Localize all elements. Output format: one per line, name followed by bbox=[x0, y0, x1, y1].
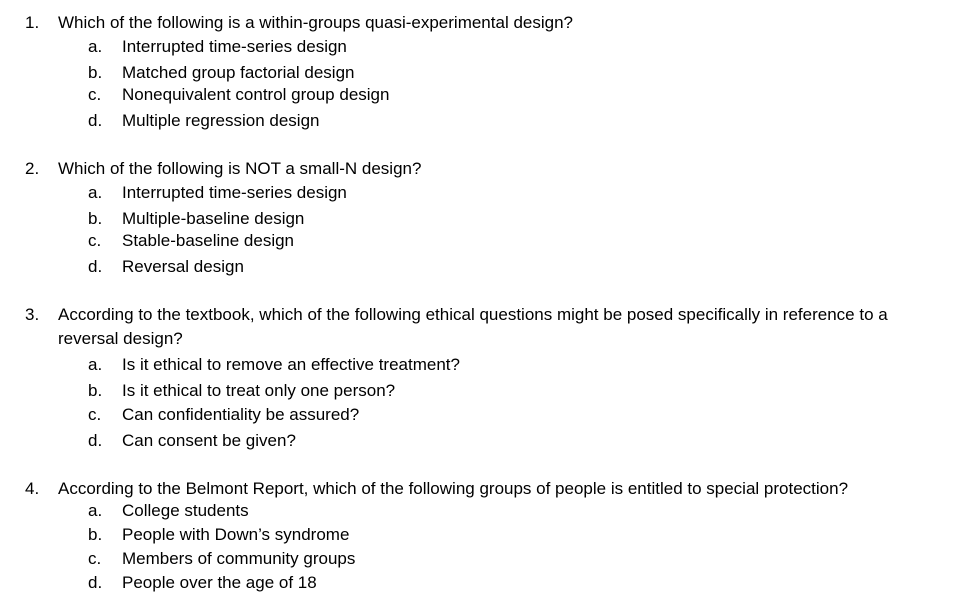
option-text: Can confidentiality be assured? bbox=[122, 405, 360, 424]
option-text: Is it ethical to treat only one person? bbox=[122, 381, 396, 400]
question-text: According to the Belmont Report, which of the following groups of people is entitled to special protection? bbox=[58, 479, 849, 498]
question-number: 1. bbox=[25, 13, 40, 32]
option-letter: b. bbox=[88, 381, 103, 400]
option-letter: d. bbox=[88, 573, 103, 592]
question-text-line-2: reversal design? bbox=[58, 329, 183, 348]
option-text: Multiple regression design bbox=[122, 111, 320, 130]
option-letter: a. bbox=[88, 501, 103, 520]
option-text: Is it ethical to remove an effective treatment? bbox=[122, 355, 460, 374]
option-letter: b. bbox=[88, 63, 103, 82]
option-text: Nonequivalent control group design bbox=[122, 85, 390, 104]
option-text: People with Down’s syndrome bbox=[122, 525, 350, 544]
option-letter: c. bbox=[88, 405, 102, 424]
question-number: 4. bbox=[25, 479, 40, 498]
question-number: 3. bbox=[25, 305, 40, 324]
option-text: Multiple-baseline design bbox=[122, 209, 305, 228]
option-letter: c. bbox=[88, 85, 102, 104]
option-text: Reversal design bbox=[122, 257, 244, 276]
question-text: Which of the following is NOT a small-N design? bbox=[58, 159, 422, 178]
option-text: Interrupted time-series design bbox=[122, 183, 347, 202]
option-letter: a. bbox=[88, 355, 103, 374]
question-text: Which of the following is a within-groups quasi-experimental design? bbox=[58, 13, 573, 32]
option-text: Can consent be given? bbox=[122, 431, 296, 450]
option-letter: d. bbox=[88, 111, 103, 130]
option-letter: a. bbox=[88, 183, 103, 202]
option-letter: c. bbox=[88, 549, 102, 568]
option-letter: a. bbox=[88, 37, 103, 56]
option-letter: b. bbox=[88, 525, 103, 544]
question-number: 2. bbox=[25, 159, 40, 178]
option-text: Interrupted time-series design bbox=[122, 37, 347, 56]
option-text: Members of community groups bbox=[122, 549, 356, 568]
option-letter: b. bbox=[88, 209, 103, 228]
option-text: People over the age of 18 bbox=[122, 573, 317, 592]
question-text-line-1: According to the textbook, which of the following ethical questions might be posed specifically in reference to a bbox=[58, 305, 888, 324]
option-letter: c. bbox=[88, 231, 102, 250]
option-letter: d. bbox=[88, 257, 103, 276]
option-letter: d. bbox=[88, 431, 103, 450]
option-text: Stable-baseline design bbox=[122, 231, 295, 250]
option-text: Matched group factorial design bbox=[122, 63, 355, 82]
option-text: College students bbox=[122, 501, 249, 520]
